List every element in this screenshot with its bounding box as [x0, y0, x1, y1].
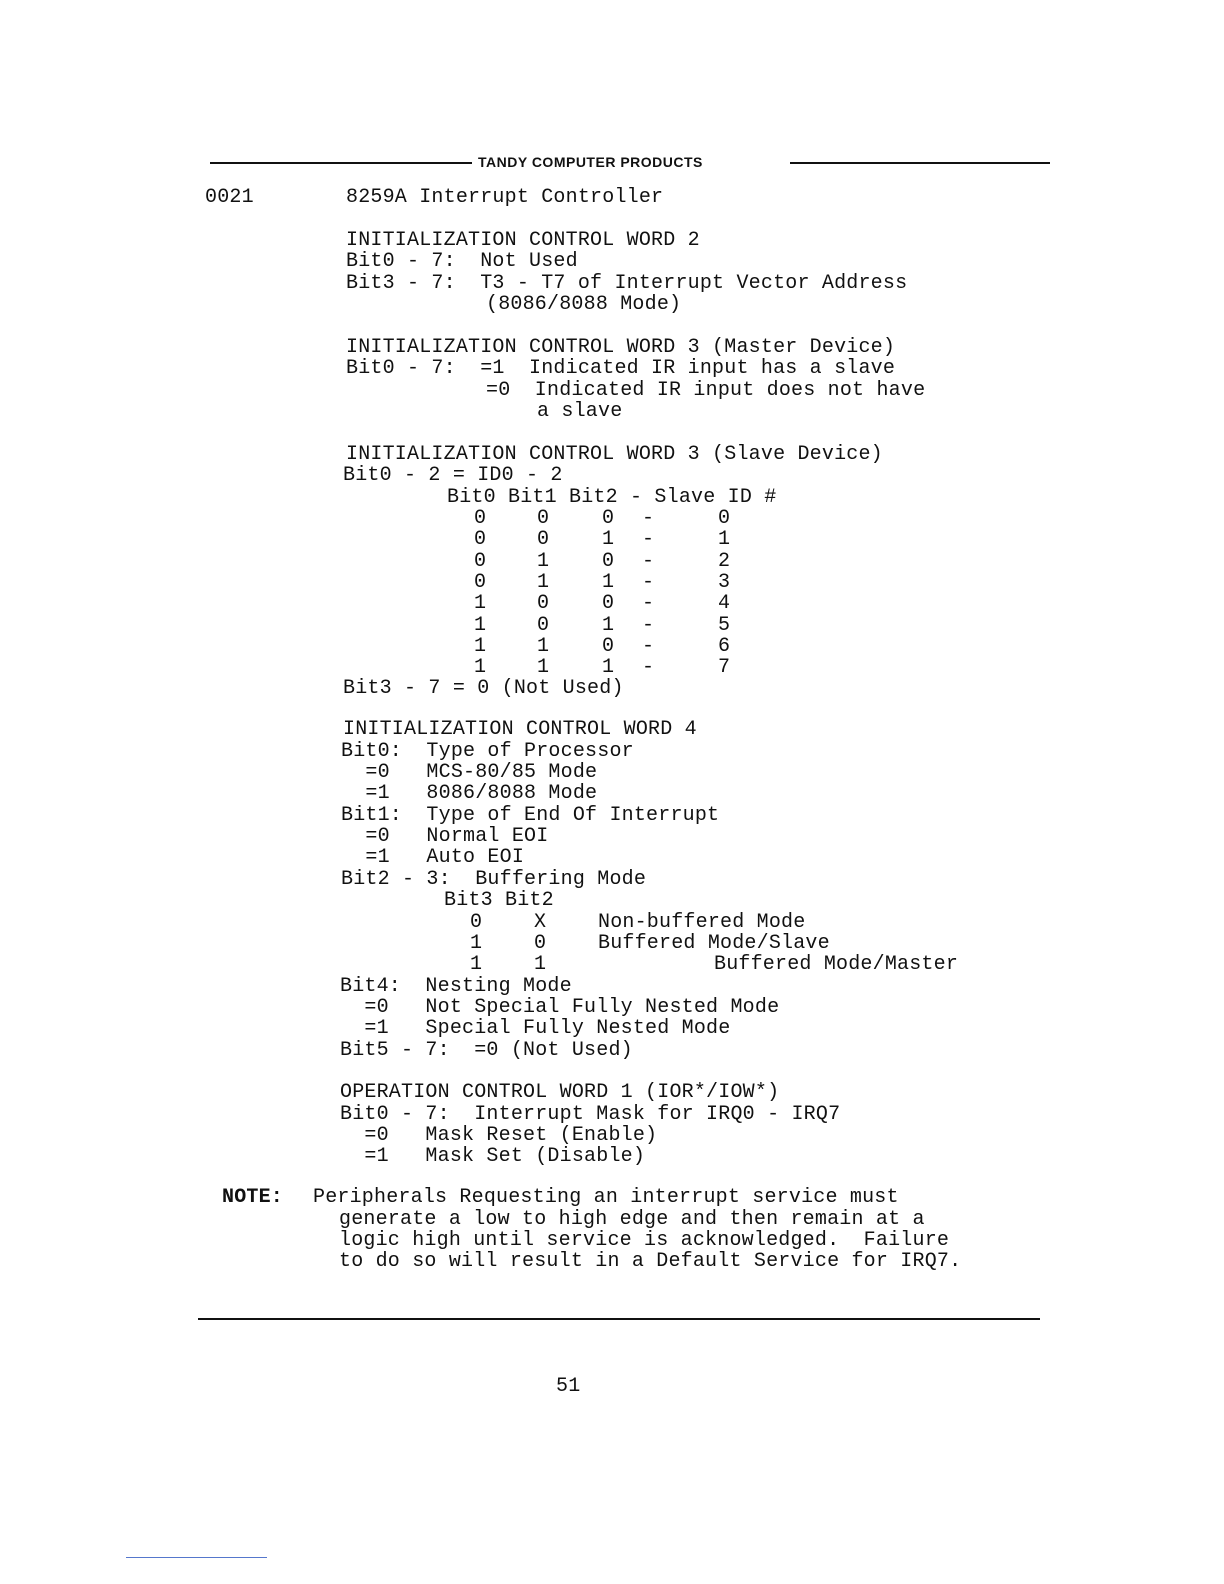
icw4-line: =1 Auto EOI	[341, 846, 525, 869]
slave-id-table-cell: 1	[474, 635, 487, 658]
slave-id-table-cell: 0	[474, 507, 487, 530]
slave-id-table-cell: -	[642, 614, 655, 637]
scan-artifact-line	[126, 1557, 267, 1558]
icw4-line: =0 MCS-80/85 Mode	[341, 761, 598, 784]
slave-id-table-cell: 1	[537, 635, 550, 658]
buffering-row-bit2: 0	[534, 932, 547, 955]
slave-id-table-cell: 1	[602, 656, 615, 679]
icw4-line: Bit2 - 3: Buffering Mode	[341, 868, 647, 891]
slave-id-table-cell: 1	[602, 528, 615, 551]
icw3-slave-heading: INITIALIZATION CONTROL WORD 3 (Slave Device)	[346, 443, 883, 466]
icw4-line: Bit5 - 7: =0 (Not Used)	[340, 1039, 633, 1062]
slave-id-table-cell: 1	[474, 656, 487, 679]
note-line: to do so will result in a Default Service for IRQ7.	[339, 1250, 962, 1273]
header-rule-left	[210, 162, 472, 164]
note-label: NOTE:	[222, 1186, 284, 1209]
slave-id-table-cell: 0	[474, 571, 487, 594]
icw4-line: =0 Normal EOI	[341, 825, 549, 848]
buffering-row-bit3: 0	[470, 911, 483, 934]
slave-id-table-cell: -	[642, 571, 655, 594]
slave-id-table-cell: 4	[718, 592, 731, 615]
buffering-row-bit2: X	[534, 911, 547, 934]
slave-id-table-cell: 3	[718, 571, 731, 594]
note-line: logic high until service is acknowledged. Failure	[339, 1229, 950, 1252]
icw3-slave-line1: Bit0 - 2 = ID0 - 2	[343, 464, 563, 487]
icw2-line2: Bit3 - 7: T3 - T7 of Interrupt Vector Address	[346, 272, 908, 295]
device-title: 8259A Interrupt Controller	[346, 186, 664, 209]
icw3-master-heading: INITIALIZATION CONTROL WORD 3 (Master Device)	[346, 336, 896, 359]
ocw1-line: Bit0 - 7: Interrupt Mask for IRQ0 - IRQ7	[340, 1103, 841, 1126]
ocw1-line: =1 Mask Set (Disable)	[340, 1145, 646, 1168]
slave-id-table-cell: 5	[718, 614, 731, 637]
icw3-slave-footer: Bit3 - 7 = 0 (Not Used)	[343, 677, 624, 700]
slave-id-table-cell: 1	[537, 550, 550, 573]
slave-id-table-cell: 0	[718, 507, 731, 530]
ocw1-heading: OPERATION CONTROL WORD 1 (IOR*/IOW*)	[340, 1081, 780, 1104]
icw3-master-line3: a slave	[537, 400, 623, 423]
icw2-line1: Bit0 - 7: Not Used	[346, 250, 578, 273]
buffering-row-bit3: 1	[470, 953, 483, 976]
slave-id-table-cell: 0	[537, 614, 550, 637]
slave-id-table-cell: 1	[718, 528, 731, 551]
icw4-heading: INITIALIZATION CONTROL WORD 4	[343, 718, 697, 741]
buffering-row-bit3: 1	[470, 932, 483, 955]
slave-id-table-cell: 1	[602, 614, 615, 637]
slave-id-table-cell: -	[642, 656, 655, 679]
slave-id-table-cell: -	[642, 528, 655, 551]
slave-id-table-cell: 2	[718, 550, 731, 573]
buffering-row-mode: Buffered Mode/Master	[714, 953, 959, 976]
header-title: TANDY COMPUTER PRODUCTS	[478, 154, 703, 170]
footer-rule	[198, 1318, 1040, 1320]
slave-id-table-cell: 1	[474, 614, 487, 637]
icw4-line: =1 Special Fully Nested Mode	[340, 1017, 731, 1040]
buffering-row-mode: Non-buffered Mode	[598, 911, 806, 934]
note-line: Peripherals Requesting an interrupt service must	[313, 1186, 899, 1209]
icw4-line: =0 Not Special Fully Nested Mode	[340, 996, 780, 1019]
icw3-master-line2: =0 Indicated IR input does not have	[486, 379, 926, 402]
slave-id-table-cell: 1	[537, 656, 550, 679]
slave-id-table-cell: 6	[718, 635, 731, 658]
icw2-heading: INITIALIZATION CONTROL WORD 2	[346, 229, 700, 252]
slave-id-table-cell: 1	[602, 571, 615, 594]
slave-id-table-header: Bit0 Bit1 Bit2 - Slave ID #	[447, 486, 777, 509]
page-number: 51	[556, 1375, 581, 1398]
icw4-line: Bit1: Type of End Of Interrupt	[341, 804, 720, 827]
slave-id-table-cell: 7	[718, 656, 731, 679]
slave-id-table-cell: -	[642, 507, 655, 530]
buffering-row-bit2: 1	[534, 953, 547, 976]
slave-id-table-cell: 0	[602, 507, 615, 530]
slave-id-table-cell: 0	[537, 592, 550, 615]
ocw1-line: =0 Mask Reset (Enable)	[340, 1124, 658, 1147]
buffering-row-mode: Buffered Mode/Slave	[598, 932, 830, 955]
note-line: generate a low to high edge and then remain at a	[339, 1208, 925, 1231]
slave-id-table-cell: 0	[537, 507, 550, 530]
slave-id-table-cell: 0	[602, 635, 615, 658]
slave-id-table-cell: 0	[602, 550, 615, 573]
slave-id-table-cell: 0	[474, 550, 487, 573]
slave-id-table-cell: -	[642, 592, 655, 615]
slave-id-table-cell: -	[642, 550, 655, 573]
icw4-line: Bit4: Nesting Mode	[340, 975, 572, 998]
icw4-line: Bit0: Type of Processor	[341, 740, 634, 763]
slave-id-table-cell: 0	[537, 528, 550, 551]
slave-id-table-cell: 1	[537, 571, 550, 594]
icw2-line3: (8086/8088 Mode)	[486, 293, 682, 316]
slave-id-table-cell: 0	[474, 528, 487, 551]
icw4-line: =1 8086/8088 Mode	[341, 782, 598, 805]
slave-id-table-cell: 1	[474, 592, 487, 615]
buffering-table-header: Bit3 Bit2	[444, 889, 554, 912]
slave-id-table-cell: 0	[602, 592, 615, 615]
slave-id-table-cell: -	[642, 635, 655, 658]
icw3-master-line1: Bit0 - 7: =1 Indicated IR input has a slave	[346, 357, 896, 380]
header-rule-right	[790, 162, 1050, 164]
register-address: 0021	[205, 186, 254, 209]
